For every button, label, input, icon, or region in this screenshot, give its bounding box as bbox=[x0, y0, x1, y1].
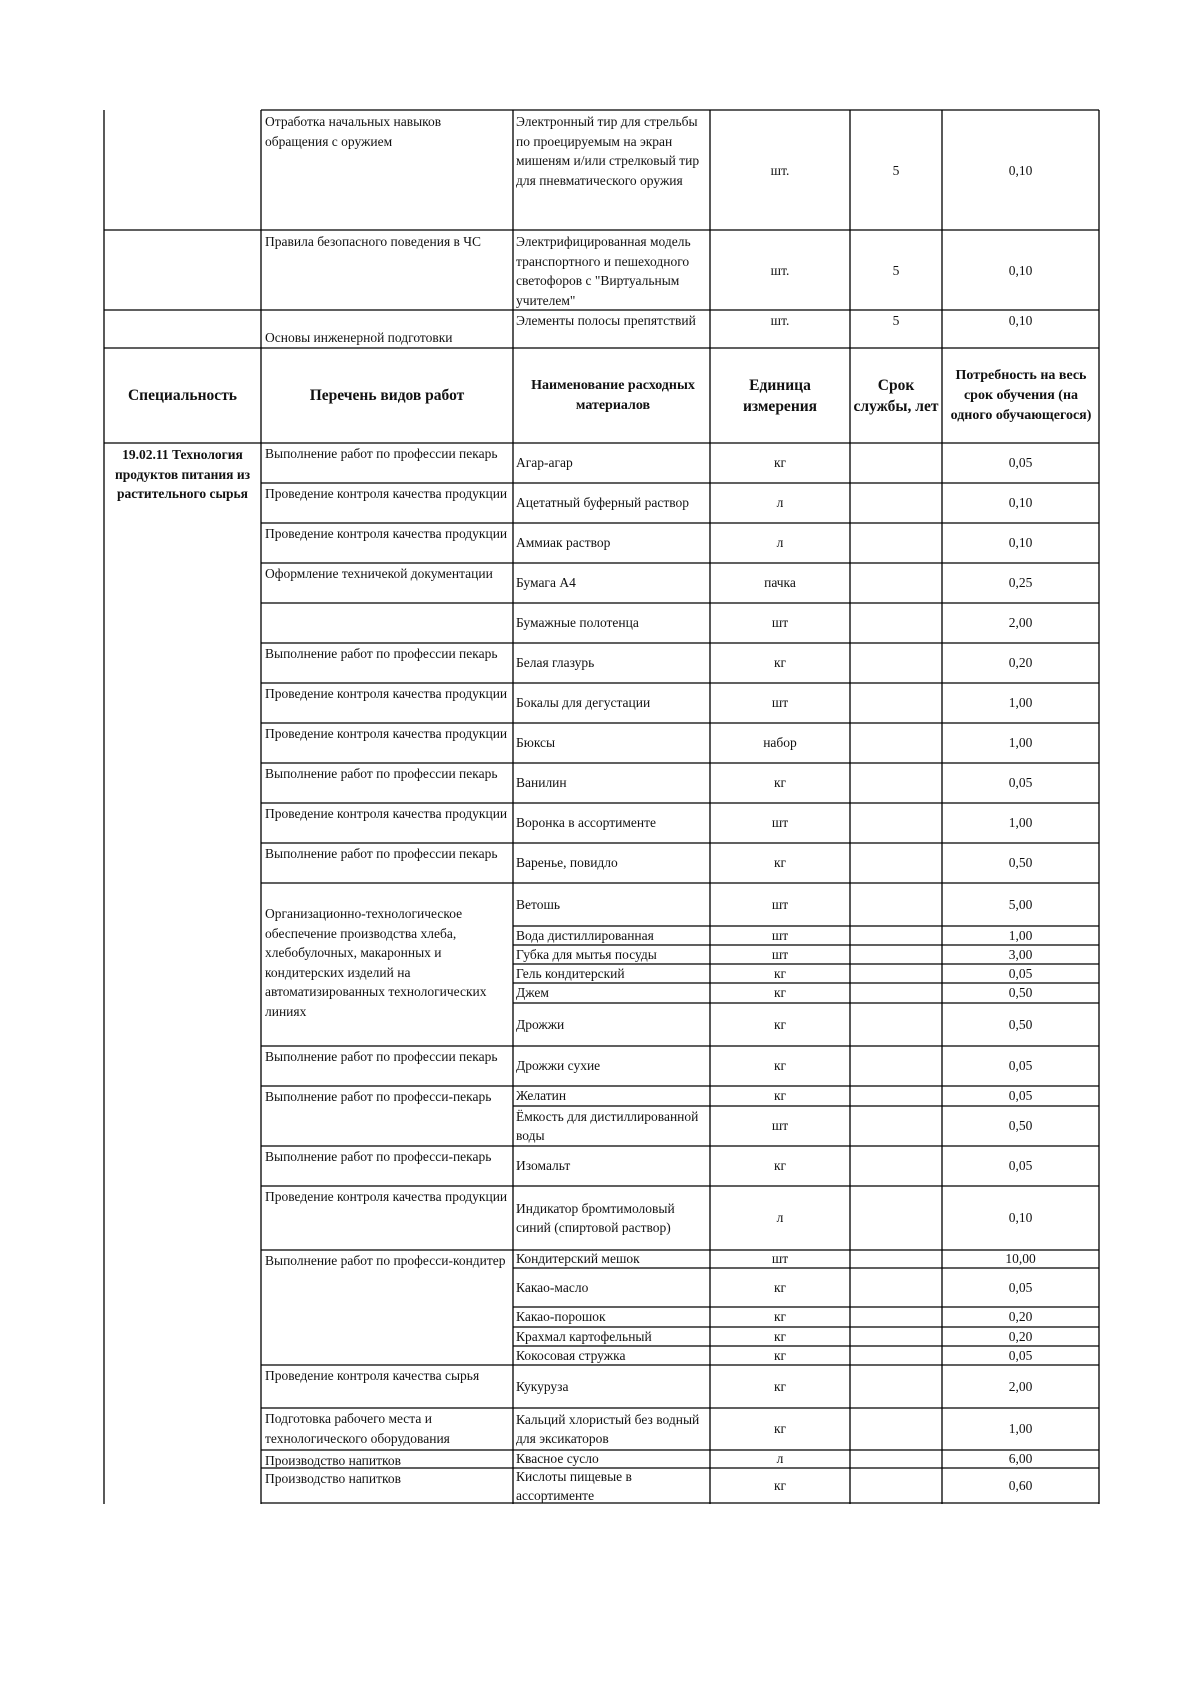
material-name: Бокалы для дегустации bbox=[516, 695, 651, 711]
header-materials: Наименование расходных материалов bbox=[531, 377, 695, 413]
top-row-3-material: Элементы полосы препятствий bbox=[516, 313, 696, 328]
work-type-cell: Выполнение работ по профессии пекарь bbox=[265, 766, 498, 781]
top-row-1-life: 5 bbox=[892, 163, 900, 178]
material-name: Индикатор бромтимоловый синий (спиртовой раствор) bbox=[516, 1200, 675, 1235]
material-unit: кг bbox=[773, 1421, 787, 1437]
material-unit: кг bbox=[773, 1478, 787, 1494]
header-need: Потребность на весь срок обучения (на одного обучающегося) bbox=[950, 367, 1092, 423]
material-need: 0,20 bbox=[1008, 1328, 1033, 1344]
material-unit: шт bbox=[771, 896, 789, 912]
top-row-2-life: 5 bbox=[892, 263, 900, 278]
material-need: 0,25 bbox=[1008, 575, 1033, 591]
material-need: 2,00 bbox=[1008, 615, 1033, 631]
work-type-cell: Выполнение работ по професси-кондитер bbox=[265, 1253, 506, 1268]
work-type-cell: Выполнение работ по професси-пекарь bbox=[265, 1149, 492, 1164]
material-unit: шт bbox=[771, 927, 789, 943]
top-row-2-material: Электрифицированная модель транспортного и пешеходного светофоров с "Виртуальным учителем" bbox=[516, 234, 691, 308]
material-need: 5,00 bbox=[1008, 896, 1033, 912]
header-works: Перечень видов работ bbox=[309, 387, 465, 404]
material-unit: кг bbox=[773, 965, 787, 981]
material-need: 1,00 bbox=[1008, 1421, 1033, 1437]
material-need: 0,05 bbox=[1008, 455, 1033, 471]
material-need: 1,00 bbox=[1008, 927, 1033, 943]
material-name: Гель кондитерский bbox=[516, 965, 625, 981]
material-need: 0,05 bbox=[1008, 1158, 1033, 1174]
work-type-cell: Производство напитков bbox=[265, 1471, 402, 1486]
material-need: 0,50 bbox=[1008, 855, 1033, 871]
material-unit: шт bbox=[771, 1118, 789, 1134]
work-type-cell: Подготовка рабочего места и технологического оборудования bbox=[265, 1411, 450, 1446]
material-need: 0,20 bbox=[1008, 1309, 1033, 1325]
header-unit: Единица измерения bbox=[742, 376, 818, 415]
material-name: Аммиак раствор bbox=[516, 535, 611, 551]
material-name: Ацетатный буферный раствор bbox=[516, 495, 690, 511]
material-name: Желатин bbox=[516, 1088, 567, 1104]
material-unit: кг bbox=[773, 1328, 787, 1344]
material-need: 0,05 bbox=[1008, 1058, 1033, 1074]
material-name: Губка для мытья посуды bbox=[516, 946, 657, 962]
material-unit: кг bbox=[773, 1016, 787, 1032]
material-name: Какао-порошок bbox=[516, 1309, 606, 1325]
work-type-cell: Оформление техничекой документации bbox=[265, 566, 493, 581]
top-row-2-unit: шт. bbox=[770, 263, 790, 278]
material-unit: кг bbox=[773, 1378, 787, 1394]
material-need: 0,20 bbox=[1008, 655, 1033, 671]
material-unit: кг bbox=[773, 1088, 787, 1104]
material-unit: шт bbox=[771, 695, 789, 711]
material-need: 0,05 bbox=[1008, 1088, 1033, 1104]
material-need: 10,00 bbox=[1005, 1251, 1036, 1267]
material-unit: кг bbox=[773, 1309, 787, 1325]
material-unit: кг bbox=[773, 775, 787, 791]
header-life: Срок службы, лет bbox=[853, 376, 939, 415]
material-unit: л bbox=[776, 535, 784, 551]
material-unit: л bbox=[776, 495, 784, 511]
material-unit: кг bbox=[773, 855, 787, 871]
material-unit: шт bbox=[771, 1251, 789, 1267]
top-row-3-work: Основы инженерной подготовки bbox=[265, 330, 453, 345]
header-specialty: Специальность bbox=[127, 387, 237, 404]
material-need: 0,50 bbox=[1008, 1118, 1033, 1134]
material-name: Ванилин bbox=[516, 775, 567, 791]
material-need: 0,05 bbox=[1008, 965, 1033, 981]
material-name: Воронка в ассортименте bbox=[516, 815, 657, 831]
material-name: Ветошь bbox=[516, 896, 561, 912]
work-type-cell: Проведение контроля качества продукции bbox=[265, 806, 508, 821]
work-type-cell: Проведение контроля качества продукции bbox=[265, 726, 508, 741]
material-unit: набор bbox=[763, 735, 797, 751]
material-name: Дрожжи bbox=[516, 1016, 565, 1032]
material-unit: кг bbox=[773, 1158, 787, 1174]
material-name: Квасное сусло bbox=[516, 1451, 599, 1467]
material-name: Кислоты пищевые в ассортименте bbox=[516, 1469, 632, 1503]
work-type-cell bbox=[265, 604, 509, 642]
material-unit: шт bbox=[771, 946, 789, 962]
material-name: Белая глазурь bbox=[516, 655, 595, 671]
material-name: Кальций хлористый без водный для эксикаторов bbox=[516, 1411, 700, 1446]
material-name: Кондитерский мешок bbox=[516, 1251, 640, 1267]
material-need: 0,50 bbox=[1008, 1016, 1033, 1032]
specialty-name: 19.02.11 Технология продуктов питания из растительного сырья bbox=[114, 447, 251, 501]
material-need: 3,00 bbox=[1008, 946, 1033, 962]
material-name: Вода дистиллированная bbox=[516, 927, 654, 943]
material-need: 1,00 bbox=[1008, 695, 1033, 711]
material-need: 1,00 bbox=[1008, 815, 1033, 831]
work-type-cell: Проведение контроля качества продукции bbox=[265, 686, 508, 701]
material-need: 0,05 bbox=[1008, 775, 1033, 791]
top-row-2-work: Правила безопасного поведения в ЧС bbox=[265, 234, 482, 249]
material-unit: кг bbox=[773, 455, 787, 471]
material-need: 2,00 bbox=[1008, 1378, 1033, 1394]
material-need: 0,10 bbox=[1008, 495, 1033, 511]
material-unit: кг bbox=[773, 985, 787, 1001]
work-type-cell: Производство напитков bbox=[265, 1453, 402, 1467]
material-name: Кокосовая стружка bbox=[516, 1347, 626, 1363]
work-type-cell: Проведение контроля качества сырья bbox=[265, 1368, 480, 1383]
material-unit: л bbox=[776, 1451, 784, 1467]
material-name: Агар-агар bbox=[516, 455, 573, 471]
material-name: Крахмал картофельный bbox=[516, 1328, 652, 1344]
material-name: Джем bbox=[516, 985, 549, 1001]
top-row-2-need: 0,10 bbox=[1008, 263, 1033, 278]
top-row-3-need: 0,10 bbox=[1008, 313, 1033, 328]
material-need: 6,00 bbox=[1008, 1451, 1033, 1467]
material-name: Ёмкость для дистиллированной воды bbox=[516, 1108, 699, 1143]
work-type-cell: Выполнение работ по профессии пекарь bbox=[265, 846, 498, 861]
work-type-cell: Проведение контроля качества продукции bbox=[265, 1189, 508, 1204]
material-name: Изомальт bbox=[516, 1158, 571, 1174]
material-need: 0,10 bbox=[1008, 1210, 1033, 1226]
material-need: 1,00 bbox=[1008, 735, 1033, 751]
material-unit: кг bbox=[773, 655, 787, 671]
work-type-cell: Организационно-технологическое обеспечение производства хлеба, хлебобулочных, макаронных и кондитерских изделий на автоматизированных технологических линиях bbox=[265, 906, 487, 1019]
material-name: Бумага А4 bbox=[516, 575, 576, 591]
material-name: Варенье, повидло bbox=[516, 855, 618, 871]
material-need: 0,60 bbox=[1008, 1478, 1033, 1494]
work-type-cell: Выполнение работ по профессии пекарь bbox=[265, 446, 498, 461]
top-row-3-unit: шт. bbox=[770, 313, 790, 328]
top-row-3-life: 5 bbox=[892, 313, 900, 328]
material-unit: л bbox=[776, 1210, 784, 1226]
material-unit: шт bbox=[771, 815, 789, 831]
work-type-cell: Проведение контроля качества продукции bbox=[265, 486, 508, 501]
material-name: Какао-масло bbox=[516, 1279, 589, 1295]
material-unit: кг bbox=[773, 1279, 787, 1295]
material-name: Кукуруза bbox=[516, 1378, 569, 1394]
top-row-1-work: Отработка начальных навыков обращения с оружием bbox=[265, 114, 442, 149]
material-name: Бумажные полотенца bbox=[516, 615, 639, 631]
material-need: 0,50 bbox=[1008, 985, 1033, 1001]
work-type-cell: Выполнение работ по профессии пекарь bbox=[265, 646, 498, 661]
material-unit: кг bbox=[773, 1347, 787, 1363]
material-unit: пачка bbox=[764, 575, 796, 591]
material-name: Бюксы bbox=[516, 735, 556, 751]
work-type-cell: Проведение контроля качества продукции bbox=[265, 526, 508, 541]
material-unit: шт bbox=[771, 615, 789, 631]
material-need: 0,05 bbox=[1008, 1347, 1033, 1363]
material-unit: кг bbox=[773, 1058, 787, 1074]
work-type-cell: Выполнение работ по професси-пекарь bbox=[265, 1089, 492, 1104]
material-name: Дрожжи сухие bbox=[516, 1058, 601, 1074]
material-need: 0,05 bbox=[1008, 1279, 1033, 1295]
work-type-cell: Выполнение работ по профессии пекарь bbox=[265, 1049, 498, 1064]
material-need: 0,10 bbox=[1008, 535, 1033, 551]
top-row-1-need: 0,10 bbox=[1008, 163, 1033, 178]
top-row-1-unit: шт. bbox=[770, 163, 790, 178]
top-row-1-material: Электронный тир для стрельбы по проецируемым на экран мишеням и/или стрелковый тир для пневматического оружия bbox=[516, 114, 700, 188]
